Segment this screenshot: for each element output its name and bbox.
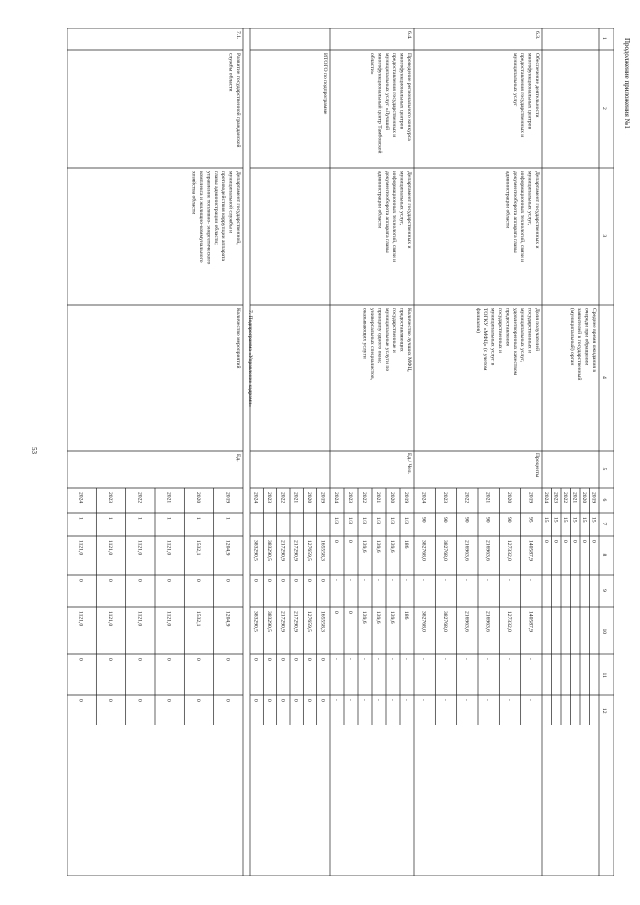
value-cell: -: [403, 658, 409, 660]
indicator-text: Доля получателей: [534, 308, 540, 351]
executor-text: муниципальной службы и: [227, 171, 234, 234]
value-cell: 1121,0: [165, 540, 172, 556]
value-cell: 90: [484, 517, 491, 523]
executor-text: хозяйства области: [190, 171, 197, 215]
value-cell: 0: [571, 540, 578, 543]
value-cell: 127332,0: [506, 611, 512, 632]
value-cell: 1121,0: [165, 611, 172, 627]
activity-name: муниципальных услуг «Лучший: [383, 53, 390, 131]
value-cell: 139,6: [375, 611, 381, 624]
year-cell: 2019: [224, 492, 231, 504]
value-cell: 0: [292, 699, 299, 702]
value-cell: 1/3: [403, 517, 409, 525]
value-cell: 1: [136, 517, 143, 520]
column-number: 4: [601, 376, 607, 379]
activity-name: муниципальных услуг: [511, 53, 518, 107]
value-cell: 0: [347, 540, 353, 543]
value-cell: 0: [165, 699, 172, 702]
value-cell: -: [361, 658, 367, 660]
value-cell: 0: [195, 658, 201, 661]
value-cell: 0: [77, 699, 84, 702]
indicator-text: филиалов): [474, 308, 481, 334]
row-number: 6.3.: [534, 31, 540, 40]
value-cell: 0: [580, 540, 587, 543]
value-cell: -: [420, 579, 427, 581]
value-cell: -: [442, 699, 448, 701]
value-cell: 1: [224, 517, 231, 520]
executor-text: комплекса и жилищно-коммунального: [198, 171, 204, 263]
value-cell: -: [347, 699, 353, 701]
indicator-text: государственных и: [497, 308, 503, 354]
value-cell: -: [484, 699, 491, 701]
value-cell: 139,6: [389, 540, 395, 553]
value-cell: 165558,3: [319, 611, 326, 632]
value-cell: 0: [266, 699, 272, 702]
value-cell: 0: [165, 579, 172, 582]
value-cell: 0: [279, 658, 286, 661]
value-cell: 0: [224, 658, 231, 661]
value-cell: 0: [306, 699, 312, 702]
value-cell: 140587,9: [527, 540, 534, 561]
value-cell: 0: [136, 658, 143, 661]
activity-name: Развитие государственной гражданской: [235, 53, 241, 148]
value-cell: 0: [136, 699, 143, 702]
value-cell: 0: [195, 579, 201, 582]
executor-text: документооборота аппарата главы: [511, 171, 518, 253]
value-cell: -: [333, 579, 339, 581]
value-cell: 90: [420, 517, 427, 523]
activity-name: Проведение регионального конкурса: [406, 53, 412, 141]
indicator-text: Количество лучших МФЦ,: [406, 308, 412, 372]
value-cell: -: [442, 658, 448, 660]
value-cell: 382768,0: [420, 611, 427, 632]
year-cell: 2024: [77, 492, 84, 504]
indicator-text: Среднее время ожидания в: [591, 308, 597, 373]
value-cell: 1204,9: [224, 611, 231, 627]
value-cell: 140587,9: [527, 611, 534, 632]
value-cell: -: [420, 699, 427, 701]
year-cell: 2022: [279, 492, 286, 504]
year-cell: 2024: [333, 492, 339, 504]
column-number: 7: [601, 522, 607, 526]
value-cell: 1121,0: [107, 611, 113, 627]
value-cell: 0: [266, 658, 272, 661]
value-cell: 0: [279, 699, 286, 702]
value-cell: 217290,9: [279, 611, 286, 632]
value-cell: -: [375, 579, 381, 581]
year-cell: 2023: [107, 492, 113, 504]
value-cell: 0: [224, 579, 231, 582]
activity-name: многофункциональный центр Тамбовской: [376, 53, 383, 154]
value-cell: 0: [306, 579, 312, 582]
value-cell: 0: [542, 540, 549, 543]
column-number: 11: [601, 672, 607, 678]
indicator-text: предоставляющих: [398, 308, 405, 352]
value-cell: 382768,0: [442, 540, 448, 561]
activity-name: многофункциональных центров: [526, 53, 533, 130]
unit-text: Ед./ Чел.: [406, 453, 412, 474]
column-number: 1: [601, 37, 607, 40]
unit-text: Ед.: [235, 454, 241, 462]
value-cell: 95: [527, 517, 534, 523]
value-cell: 15: [542, 517, 549, 523]
value-cell: -: [527, 579, 534, 581]
executor-text: администрации области: [376, 171, 383, 229]
indicator-text: муниципальных услуг в: [489, 308, 496, 366]
value-cell: -: [333, 658, 339, 660]
unit-text: Проценты: [534, 453, 540, 478]
value-cell: 1204,9: [224, 540, 231, 556]
year-cell: 2022: [136, 492, 143, 504]
executor-text: главы администрации области;: [212, 171, 219, 245]
year-cell: 2019: [319, 492, 326, 504]
row-number: 6.4.: [406, 31, 412, 40]
executor-text: администрации области: [504, 171, 511, 229]
value-cell: 216963,6: [463, 540, 470, 561]
value-cell: -: [389, 658, 395, 660]
indicator-text: предоставления: [504, 308, 511, 346]
indicator-text: ТОГКУ «МФЦ» (с учетом: [482, 308, 489, 371]
executor-text: документооборота аппарата главы: [383, 171, 390, 253]
value-cell: 1/3: [361, 517, 367, 525]
executor-text: муниципальных услуг,: [526, 171, 533, 226]
value-cell: -: [403, 699, 409, 701]
value-cell: 0: [266, 579, 272, 582]
value-cell: -: [347, 658, 353, 660]
indicator-text: Количество мероприятий: [235, 308, 241, 369]
value-cell: 1532,1: [195, 611, 201, 627]
value-cell: -: [506, 579, 512, 581]
value-cell: 90: [506, 517, 512, 523]
value-cell: 383290,5: [266, 540, 272, 561]
year-cell: 2021: [165, 492, 172, 504]
value-cell: -: [361, 579, 367, 581]
column-number: 9: [601, 589, 607, 592]
year-cell: 2019: [403, 492, 409, 504]
value-cell: -: [361, 699, 367, 701]
value-cell: 139,6: [375, 540, 381, 553]
value-cell: 1121,0: [136, 540, 143, 556]
value-cell: 0: [590, 540, 597, 543]
executor-text: противодействия коррупции аппарата: [220, 171, 227, 261]
value-cell: 1121,0: [77, 540, 84, 556]
value-cell: 139,6: [389, 611, 395, 624]
executor-text: муниципальных услуг,: [398, 171, 405, 226]
value-cell: -: [463, 579, 470, 581]
activity-name: предоставления государственных и: [391, 53, 398, 138]
value-cell: 90: [463, 517, 470, 523]
value-cell: 0: [347, 611, 353, 614]
year-cell: 2021: [484, 492, 491, 504]
value-cell: 15: [571, 517, 578, 523]
value-cell: 186: [403, 611, 409, 620]
value-cell: 383290,5: [252, 540, 259, 561]
value-cell: -: [403, 579, 409, 581]
year-cell: 2024: [542, 492, 549, 504]
value-cell: 127659,5: [306, 611, 312, 632]
year-cell: 2021: [292, 492, 299, 504]
value-cell: 383290,5: [266, 611, 272, 632]
value-cell: -: [389, 579, 395, 581]
value-cell: 1: [77, 517, 84, 520]
value-cell: 217290,9: [292, 611, 299, 632]
value-cell: 0: [561, 540, 568, 543]
value-cell: 0: [319, 658, 326, 661]
value-cell: 0: [552, 540, 559, 543]
year-cell: 2024: [252, 492, 259, 504]
value-cell: 1/3: [333, 517, 339, 525]
value-cell: 216963,6: [463, 611, 470, 632]
column-number: 6: [601, 498, 607, 502]
indicator-text: удовлетворенных качеством: [511, 308, 518, 376]
value-cell: -: [389, 699, 395, 701]
row-number: 7.1.: [235, 31, 241, 40]
value-cell: 139,6: [361, 540, 367, 553]
value-cell: 165558,3: [319, 540, 326, 561]
value-cell: 0: [306, 658, 312, 661]
value-cell: 15: [580, 517, 587, 523]
value-cell: -: [484, 658, 491, 660]
indicator-text: принципу одного окна;: [376, 308, 383, 364]
activity-name: многофункциональных центров: [398, 53, 405, 130]
year-cell: 2022: [361, 492, 367, 504]
value-cell: -: [463, 658, 470, 660]
year-cell: 2023: [552, 492, 559, 504]
value-cell: 0: [107, 579, 113, 582]
value-cell: 1/3: [389, 517, 395, 525]
page-number: 53: [30, 447, 38, 454]
indicator-text: заявителей в государственный: [576, 308, 583, 381]
value-cell: 0: [252, 579, 259, 582]
value-cell: 0: [319, 699, 326, 702]
indicator-text: муниципальных услуг,: [519, 308, 526, 363]
value-cell: 0: [292, 658, 299, 661]
value-cell: 1: [107, 517, 113, 520]
column-number: 8: [601, 553, 607, 557]
column-number: 10: [601, 628, 607, 635]
year-cell: 2023: [347, 492, 353, 504]
year-cell: 2019: [590, 492, 597, 504]
year-cell: 2020: [506, 492, 512, 504]
indicator-text: универсальных специалистов,: [369, 308, 375, 380]
value-cell: 0: [77, 658, 84, 661]
value-cell: 1121,0: [136, 611, 143, 627]
value-cell: 1/3: [375, 517, 381, 525]
value-cell: 0: [224, 699, 231, 702]
value-cell: -: [442, 579, 448, 581]
value-cell: 1/3: [347, 517, 353, 525]
value-cell: -: [463, 699, 470, 701]
executor-text: информационных технологий, связи и: [519, 171, 526, 263]
column-number: 2: [601, 107, 607, 110]
executor-text: Департамент государственных и: [534, 171, 540, 249]
value-cell: -: [420, 658, 427, 660]
value-cell: 0: [279, 579, 286, 582]
value-cell: 127332,0: [506, 540, 512, 561]
activity-name: области»: [369, 53, 375, 75]
value-cell: -: [527, 699, 534, 701]
value-cell: 1121,0: [77, 611, 84, 627]
value-cell: 1532,1: [195, 540, 201, 556]
value-cell: 383290,5: [252, 611, 259, 632]
value-cell: 0: [319, 579, 326, 582]
value-cell: 0: [333, 540, 339, 543]
value-cell: 0: [165, 658, 172, 661]
continuation-label: Продолжение приложения №1: [623, 38, 631, 129]
executor-text: управление топливно- энергетического: [205, 171, 212, 265]
value-cell: 127659,5: [306, 540, 312, 561]
indicator-text: очереди при обращении: [583, 308, 590, 366]
total-label: ИТОГО по подпрограмме: [322, 53, 328, 115]
year-cell: 2024: [420, 492, 427, 504]
value-cell: 382768,0: [420, 540, 427, 561]
value-cell: 1: [195, 517, 201, 520]
value-cell: 0: [195, 699, 201, 702]
value-cell: 139,6: [361, 611, 367, 624]
budget-table: [67, 28, 614, 876]
value-cell: 15: [590, 517, 597, 523]
value-cell: 382768,0: [442, 611, 448, 632]
indicator-text: оказывающих услуги: [361, 308, 368, 359]
executor-text: информационных технологий, связи и: [391, 171, 398, 263]
value-cell: -: [527, 658, 534, 660]
year-cell: 2023: [266, 492, 272, 504]
value-cell: 1121,0: [107, 540, 113, 556]
year-cell: 2023: [442, 492, 448, 504]
value-cell: 0: [136, 579, 143, 582]
value-cell: 217290,9: [279, 540, 286, 561]
year-cell: 2022: [561, 492, 568, 504]
executor-text: Департамент государственных и: [406, 171, 412, 249]
value-cell: 186: [403, 540, 409, 549]
year-cell: 2019: [527, 492, 534, 504]
year-cell: 2021: [375, 492, 381, 504]
value-cell: 0: [107, 699, 113, 702]
year-cell: 2021: [571, 492, 578, 504]
subprogram-title: 7. Подпрограмма «Управление кадрами»: [247, 310, 253, 408]
value-cell: -: [484, 579, 491, 581]
value-cell: -: [333, 699, 339, 701]
value-cell: 0: [77, 579, 84, 582]
value-cell: -: [347, 579, 353, 581]
activity-name: предоставления государственных и: [519, 53, 526, 138]
column-number: 12: [601, 708, 607, 714]
value-cell: 1: [165, 517, 172, 520]
activity-name: службы области: [227, 53, 234, 92]
value-cell: 90: [442, 517, 448, 523]
value-cell: 0: [107, 658, 113, 661]
value-cell: 0: [333, 611, 339, 614]
value-cell: 216963,6: [484, 611, 491, 632]
indicator-text: муниципальные услуги по: [383, 308, 390, 372]
value-cell: -: [375, 699, 381, 701]
value-cell: 0: [292, 579, 299, 582]
value-cell: 15: [552, 517, 559, 523]
year-cell: 2020: [580, 492, 587, 504]
value-cell: 216963,6: [484, 540, 491, 561]
year-cell: 2022: [463, 492, 470, 504]
value-cell: 217290,9: [292, 540, 299, 561]
value-cell: -: [375, 658, 381, 660]
indicator-text: государственных и: [526, 308, 533, 354]
value-cell: 0: [252, 658, 259, 661]
value-cell: 15: [561, 517, 568, 523]
year-cell: 2020: [389, 492, 395, 504]
year-cell: 2020: [306, 492, 312, 504]
year-cell: 2020: [195, 492, 201, 504]
value-cell: -: [506, 699, 512, 701]
indicator-text: (муниципальный) орган: [568, 308, 575, 366]
activity-name: Обеспечение деятельности: [534, 53, 540, 118]
value-cell: 0: [252, 699, 259, 702]
indicator-text: государственные и: [391, 308, 398, 353]
column-number: 3: [601, 234, 607, 238]
value-cell: -: [506, 658, 512, 660]
executor-text: Департамент государственной,: [235, 171, 241, 245]
column-number: 5: [601, 467, 607, 471]
